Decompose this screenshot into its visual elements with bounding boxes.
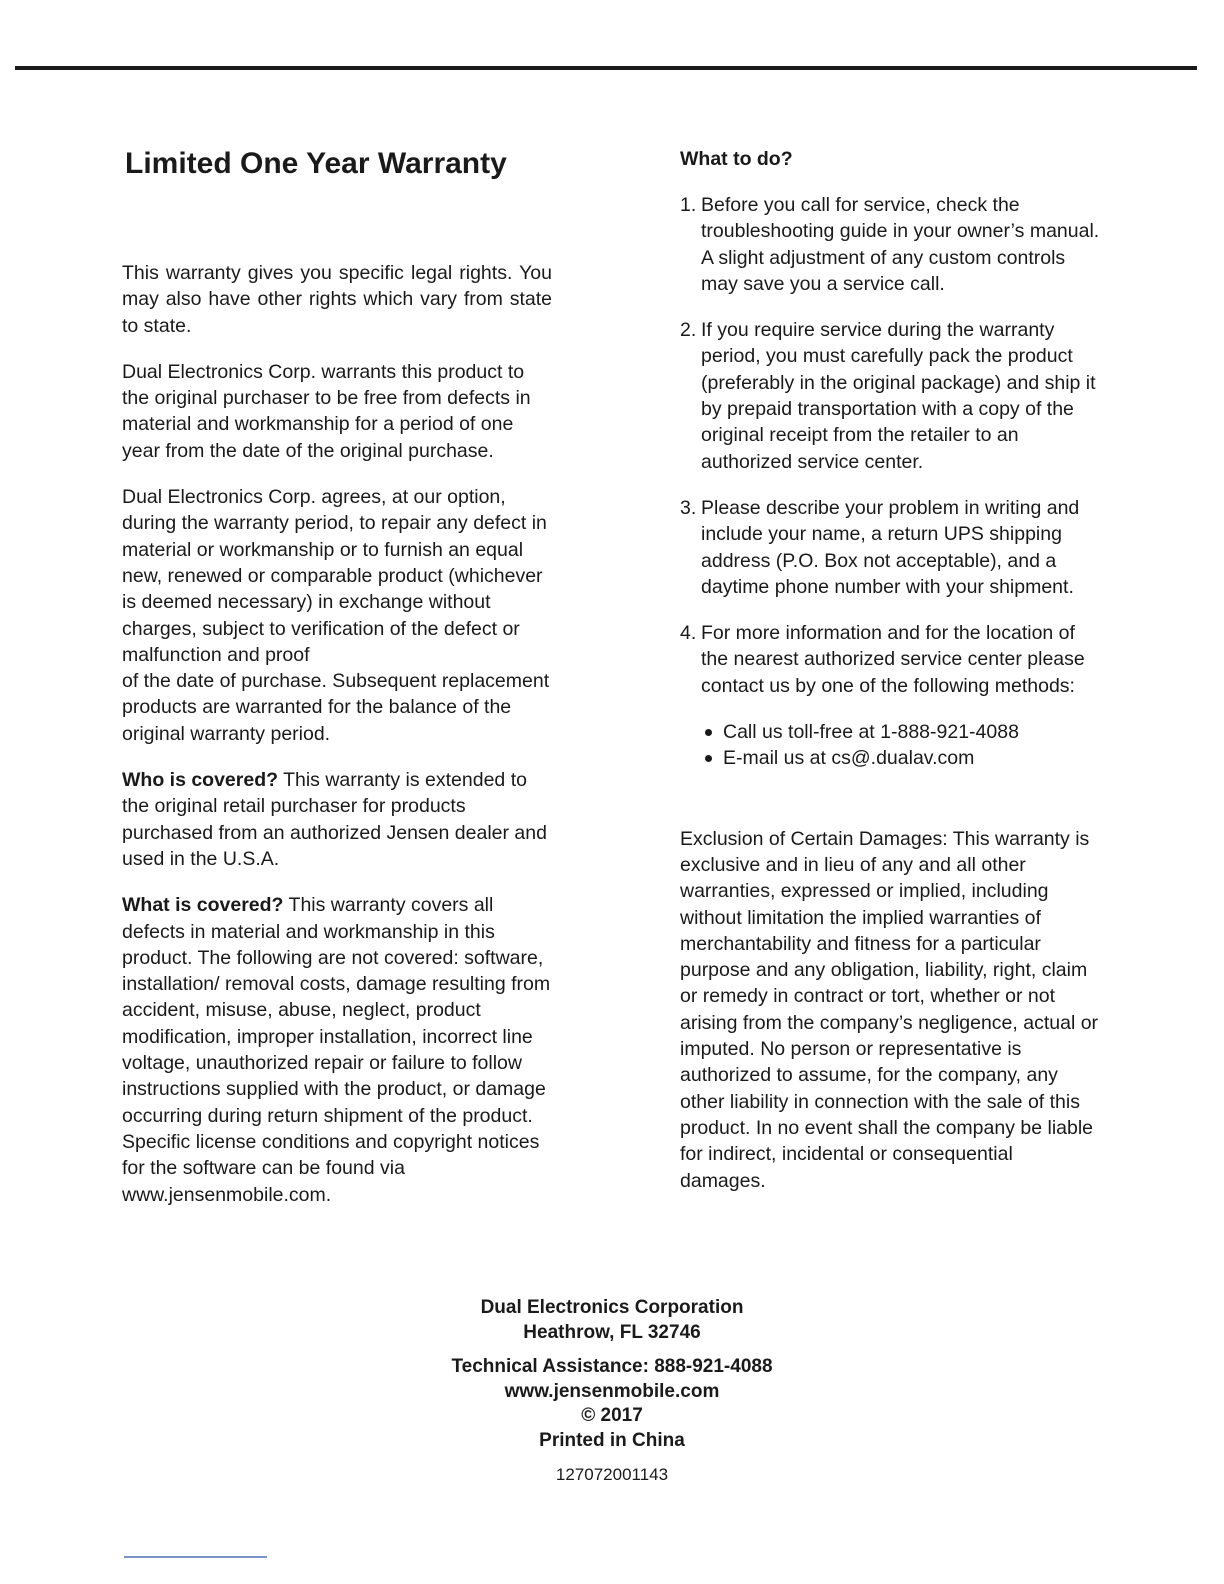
contact-phone-text: Call us toll-free at 1-888-921-4088 <box>723 721 1019 744</box>
who-is-covered-text: This warranty is extended to the original retail purchaser for products purchased from an authorized Jensen dealer and used in the U.S.A. <box>122 769 547 870</box>
step-number: 1. <box>680 194 697 216</box>
step-item <box>680 317 1100 475</box>
what-to-do-heading: What to do? <box>680 148 793 170</box>
repair-terms-paragraph <box>122 484 552 747</box>
left-column <box>122 146 552 1228</box>
footer-city: Heathrow, FL 32746 <box>523 1321 701 1343</box>
bullet-icon <box>705 729 712 736</box>
rights-paragraph: This warranty gives you specific legal rights. You may also have other rights which vary from state to state. <box>122 262 552 337</box>
what-is-covered-text: This warranty covers all defects in material and workmanship in this product. The following are not covered: software, installation/ removal costs, damage resulting from accident, misuse, abuse, neglect, product modification, improper installation, incorrect line voltage, unauthorized repair or failure to follow instructions supplied with the product, or damage occurring during return shipment of the product. Specific license conditions and copyright notices for the software can be found via www.jensenmobile.com. <box>122 894 551 1206</box>
step-text: For more information and for the location of the nearest authorized service center please contact us by one of the following methods: <box>701 622 1085 697</box>
what-is-covered-label: What is covered? <box>122 894 284 917</box>
exclusion-paragraph: Exclusion of Certain Damages: This warranty is exclusive and in lieu of any and all other warranties, expressed or implied, including without limitation the implied warranties of merchantability and fitness for a particular purpose and any obligation, liability, right, claim or remedy in contract or tort, whether or not arising from the company’s negligence, actual or imputed. No person or representative is authorized to assume, for the company, any other liability in connection with the sale of this product. In no event shall the company be liable for indirect, incidental or consequential damages. <box>680 827 1099 1192</box>
footer-part-code: 127072001143 <box>555 1464 669 1484</box>
bottom-mark <box>124 1556 267 1558</box>
who-is-covered-label: Who is covered? <box>122 769 279 792</box>
step-item <box>680 620 1100 699</box>
footer <box>0 1296 1224 1486</box>
step-item <box>680 495 1100 600</box>
contact-email-text: E-mail us at cs@.dualav.com <box>723 747 975 770</box>
warranty-statement-paragraph: Dual Electronics Corp. warrants this product to the original purchaser to be free from defects in material and workmanship for a period of one year from the date of the original purchase. <box>122 360 531 462</box>
right-column <box>680 146 1100 1214</box>
repair-terms-text-continued: of the date of purchase. Subsequent replacement products are warranted for the balance of the original warranty period. <box>122 670 550 745</box>
contact-email-item <box>700 745 1100 771</box>
step-text: Please describe your problem in writing and include your name, a return UPS shipping address (P.O. Box not acceptable), and a daytime phone number with your shipment. <box>701 496 1080 598</box>
top-rule <box>15 66 1197 70</box>
who-is-covered-paragraph <box>122 767 552 872</box>
step-text: Before you call for service, check the troubleshooting guide in your owner’s manual. A slight adjustment of any custom controls may save you a service call. <box>701 194 1100 295</box>
step-number: 4. <box>680 622 697 645</box>
bullet-icon <box>705 755 712 762</box>
step-number: 3. <box>680 496 697 519</box>
footer-copyright: © 2017 <box>581 1405 643 1427</box>
step-number: 2. <box>680 319 697 342</box>
what-is-covered-paragraph <box>122 892 552 1208</box>
step-text: If you require service during the warranty period, you must carefully pack the product (preferably in the original package) and ship it by prepaid transportation with a copy of the original receipt from the retailer to an authorized service center. <box>701 319 1096 473</box>
footer-printed: Printed in China <box>539 1429 685 1451</box>
footer-company: Dual Electronics Corporation <box>480 1297 744 1318</box>
page-title: Limited One Year Warranty <box>125 147 507 180</box>
step-item <box>680 192 1100 297</box>
contact-methods-list <box>700 719 1100 772</box>
repair-terms-text: Dual Electronics Corp. agrees, at our option, during the warranty period, to repair any defect in material or workmanship or to furnish an equal new, renewed or comparable product (whichever is deemed necessary) in exchange without charges, subject to verification of the defect or malfunction and proof <box>122 486 547 666</box>
footer-tech-assistance: Technical Assistance: 888-921-4088 <box>451 1356 773 1378</box>
contact-phone-item <box>700 719 1100 745</box>
footer-website: www.jensenmobile.com <box>504 1380 720 1402</box>
